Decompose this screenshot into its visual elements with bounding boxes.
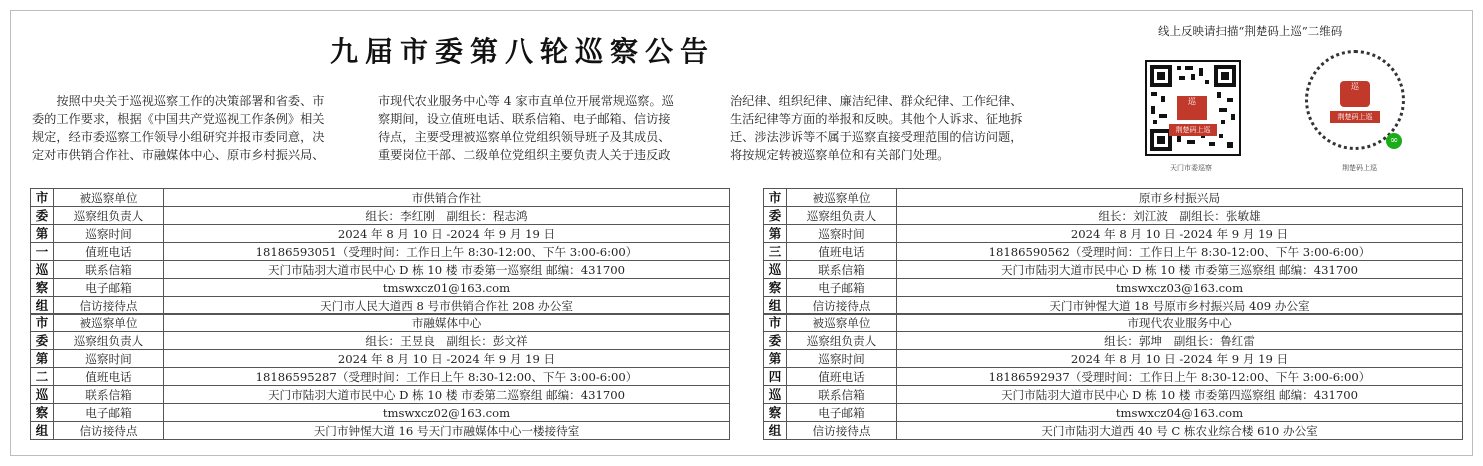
table-row-unit — [764, 189, 1463, 207]
group-name-char: 委 — [764, 207, 787, 225]
field-label-unit: 被巡察单位 — [54, 189, 164, 207]
table-row-mailbox — [31, 261, 730, 279]
field-label-hotline: 值班电话 — [787, 243, 897, 261]
field-value-visit-point: 天门市钟惺大道 16 号天门市融媒体中心一楼接待室 — [164, 422, 730, 440]
field-value-visit-point: 天门市钟惺大道 18 号原市乡村振兴局 409 办公室 — [897, 297, 1463, 315]
group-name-char: 察 — [31, 404, 54, 422]
field-label-period: 巡察时间 — [54, 350, 164, 368]
field-value-hotline[interactable]: 18186595287（受理时间：工作日上午 8:30-12:00、下午 3:00-6:00） — [164, 368, 730, 386]
mini-program-icon: ∞ — [1386, 133, 1402, 149]
table-row-hotline — [764, 243, 1463, 261]
table-row-period — [764, 350, 1463, 368]
mini-program-logo: 巡 — [1340, 81, 1370, 107]
group-name-char: 市 — [31, 314, 54, 332]
intro-column-1 — [32, 92, 362, 164]
inspection-group-3-table — [763, 188, 1463, 315]
intro-line: 治纪律、组织纪律、廉洁纪律、群众纪律、工作纪律、 — [730, 94, 1023, 108]
table-row-leader — [764, 207, 1463, 225]
group-name-char: 一 — [31, 243, 54, 261]
qr-caption: 天门市委巡察 — [1170, 164, 1212, 172]
field-label-mailbox: 联系信箱 — [54, 386, 164, 404]
page-title: 九届市委第八轮巡察公告 — [330, 35, 716, 68]
field-label-leader: 巡察组负责人 — [54, 207, 164, 225]
intro-line: 迁、涉法涉诉等不属于巡察直接受理范围的信访问题， — [730, 130, 1023, 144]
table-row-leader — [31, 332, 730, 350]
table-row-visit-point — [764, 297, 1463, 315]
field-value-period: 2024 年 8 月 10 日 -2024 年 9 月 19 日 — [897, 350, 1463, 368]
field-label-unit: 被巡察单位 — [787, 314, 897, 332]
field-label-period: 巡察时间 — [787, 225, 897, 243]
field-value-unit: 市现代农业服务中心 — [897, 314, 1463, 332]
group-name-char: 四 — [764, 368, 787, 386]
field-value-period: 2024 年 8 月 10 日 -2024 年 9 月 19 日 — [164, 225, 730, 243]
field-value-unit: 原市乡村振兴局 — [897, 189, 1463, 207]
intro-line: 生活纪律等方面的举报和反映。其他个人诉求、征地拆 — [730, 112, 1023, 126]
field-label-mailbox: 联系信箱 — [54, 261, 164, 279]
intro-line: 按照中央关于巡视巡察工作的决策部署和省委、市 — [32, 94, 325, 108]
group-name-char: 委 — [31, 332, 54, 350]
field-label-mailbox: 联系信箱 — [787, 261, 897, 279]
inspection-group-1-table — [30, 188, 730, 315]
field-label-period: 巡察时间 — [787, 350, 897, 368]
group-name-char: 巡 — [31, 261, 54, 279]
group-name-char: 第 — [764, 350, 787, 368]
field-label-email: 电子邮箱 — [787, 404, 897, 422]
field-value-email[interactable]: tmswxcz03@163.com — [897, 279, 1463, 297]
group-name-char: 市 — [764, 314, 787, 332]
intro-line: 定对市供销合作社、市融媒体中心、原市乡村振兴局、 — [32, 148, 325, 162]
field-value-hotline[interactable]: 18186593051（受理时间：工作日上午 8:30-12:00、下午 3:00-6:00） — [164, 243, 730, 261]
table-row-email — [31, 279, 730, 297]
mini-program-caption: 荆楚码上巡 — [1342, 164, 1377, 172]
field-label-mailbox: 联系信箱 — [787, 386, 897, 404]
qr-code-square[interactable] — [1145, 60, 1241, 156]
field-label-hotline: 值班电话 — [787, 368, 897, 386]
group-name-char: 组 — [31, 422, 54, 440]
group-name-char: 市 — [764, 189, 787, 207]
group-name-char: 组 — [31, 297, 54, 315]
field-label-visit-point: 信访接待点 — [787, 297, 897, 315]
field-value-mailbox: 天门市陆羽大道市民中心 D 栋 10 楼 市委第三巡察组 邮编：431700 — [897, 261, 1463, 279]
group-name-char: 第 — [764, 225, 787, 243]
table-row-visit-point — [31, 422, 730, 440]
qr-brand-label: 荆楚码上巡 — [1169, 124, 1217, 136]
field-value-visit-point: 天门市人民大道西 8 号市供销合作社 208 办公室 — [164, 297, 730, 315]
field-label-visit-point: 信访接待点 — [54, 297, 164, 315]
group-name-char: 组 — [764, 297, 787, 315]
field-label-unit: 被巡察单位 — [787, 189, 897, 207]
field-label-email: 电子邮箱 — [787, 279, 897, 297]
intro-line: 重要岗位干部、二级单位党组织主要负责人关于违反政 — [378, 148, 671, 162]
field-value-email[interactable]: tmswxcz01@163.com — [164, 279, 730, 297]
table-row-email — [764, 279, 1463, 297]
qr-logo-badge: 巡 — [1177, 96, 1207, 120]
group-name-char: 巡 — [764, 386, 787, 404]
table-row-unit — [31, 314, 730, 332]
table-row-hotline — [31, 243, 730, 261]
group-name-char: 市 — [31, 189, 54, 207]
field-label-visit-point: 信访接待点 — [54, 422, 164, 440]
group-name-char: 察 — [31, 279, 54, 297]
field-value-leader: 组长：李红刚 副组长：程志鸿 — [164, 207, 730, 225]
field-value-leader: 组长：王昱良 副组长：彭文祥 — [164, 332, 730, 350]
table-row-mailbox — [31, 386, 730, 404]
intro-line: 规定，经市委巡察工作领导小组研究并报市委同意，决 — [32, 130, 325, 144]
field-label-unit: 被巡察单位 — [54, 314, 164, 332]
intro-column-2 — [378, 92, 708, 164]
group-name-char: 委 — [31, 207, 54, 225]
field-value-visit-point: 天门市陆羽大道西 40 号 C 栋农业综合楼 610 办公室 — [897, 422, 1463, 440]
table-row-visit-point — [764, 422, 1463, 440]
table-row-unit — [31, 189, 730, 207]
table-row-period — [764, 225, 1463, 243]
table-row-hotline — [31, 368, 730, 386]
table-row-hotline — [764, 368, 1463, 386]
field-label-email: 电子邮箱 — [54, 404, 164, 422]
field-value-email[interactable]: tmswxcz04@163.com — [897, 404, 1463, 422]
field-value-hotline[interactable]: 18186592937（受理时间：工作日上午 8:30-12:00、下午 3:00-6:00） — [897, 368, 1463, 386]
group-name-char: 第 — [31, 225, 54, 243]
field-value-mailbox: 天门市陆羽大道市民中心 D 栋 10 楼 市委第一巡察组 邮编：431700 — [164, 261, 730, 279]
table-row-unit — [764, 314, 1463, 332]
group-name-char: 巡 — [764, 261, 787, 279]
group-name-char: 巡 — [31, 386, 54, 404]
field-label-email: 电子邮箱 — [54, 279, 164, 297]
field-value-period: 2024 年 8 月 10 日 -2024 年 9 月 19 日 — [164, 350, 730, 368]
field-label-hotline: 值班电话 — [54, 243, 164, 261]
table-row-leader — [764, 332, 1463, 350]
intro-line: 将按规定转被巡察单位和有关部门处理。 — [730, 148, 950, 162]
field-value-leader: 组长：刘江波 副组长：张敏雄 — [897, 207, 1463, 225]
group-name-char: 第 — [31, 350, 54, 368]
mini-program-brand-label: 荆楚码上巡 — [1330, 111, 1380, 123]
qr-instruction: 线上反映请扫描“荆楚码上巡”二维码 — [1158, 24, 1343, 38]
field-value-leader: 组长：郭坤 副组长：鲁红雷 — [897, 332, 1463, 350]
intro-line: 待点，主要受理被巡察单位党组织领导班子及其成员、 — [378, 130, 671, 144]
group-name-char: 察 — [764, 279, 787, 297]
inspection-group-4-table — [763, 313, 1463, 440]
table-row-email — [764, 404, 1463, 422]
field-value-unit: 市供销合作社 — [164, 189, 730, 207]
field-value-email[interactable]: tmswxcz02@163.com — [164, 404, 730, 422]
field-label-leader: 巡察组负责人 — [787, 332, 897, 350]
intro-column-3 — [730, 92, 1060, 164]
field-value-unit: 市融媒体中心 — [164, 314, 730, 332]
field-value-hotline[interactable]: 18186590562（受理时间：工作日上午 8:30-12:00、下午 3:00-6:00） — [897, 243, 1463, 261]
field-label-leader: 巡察组负责人 — [54, 332, 164, 350]
table-row-visit-point — [31, 297, 730, 315]
intro-line: 察期间，设立值班电话、联系信箱、电子邮箱、信访接 — [378, 112, 671, 126]
intro-line: 市现代农业服务中心等 4 家市直单位开展常规巡察。巡 — [378, 94, 674, 108]
inspection-group-2-table — [30, 313, 730, 440]
table-row-mailbox — [764, 386, 1463, 404]
table-row-period — [31, 225, 730, 243]
group-name-char: 察 — [764, 404, 787, 422]
table-row-email — [31, 404, 730, 422]
group-name-char: 二 — [31, 368, 54, 386]
group-name-char: 三 — [764, 243, 787, 261]
table-row-period — [31, 350, 730, 368]
group-name-char: 委 — [764, 332, 787, 350]
field-value-mailbox: 天门市陆羽大道市民中心 D 栋 10 楼 市委第四巡察组 邮编：431700 — [897, 386, 1463, 404]
intro-line: 委的工作要求，根据《中国共产党巡视工作条例》相关 — [32, 112, 325, 126]
field-value-mailbox: 天门市陆羽大道市民中心 D 栋 10 楼 市委第二巡察组 邮编：431700 — [164, 386, 730, 404]
table-row-mailbox — [764, 261, 1463, 279]
group-name-char: 组 — [764, 422, 787, 440]
field-label-leader: 巡察组负责人 — [787, 207, 897, 225]
field-value-period: 2024 年 8 月 10 日 -2024 年 9 月 19 日 — [897, 225, 1463, 243]
table-row-leader — [31, 207, 730, 225]
field-label-hotline: 值班电话 — [54, 368, 164, 386]
field-label-period: 巡察时间 — [54, 225, 164, 243]
field-label-visit-point: 信访接待点 — [787, 422, 897, 440]
